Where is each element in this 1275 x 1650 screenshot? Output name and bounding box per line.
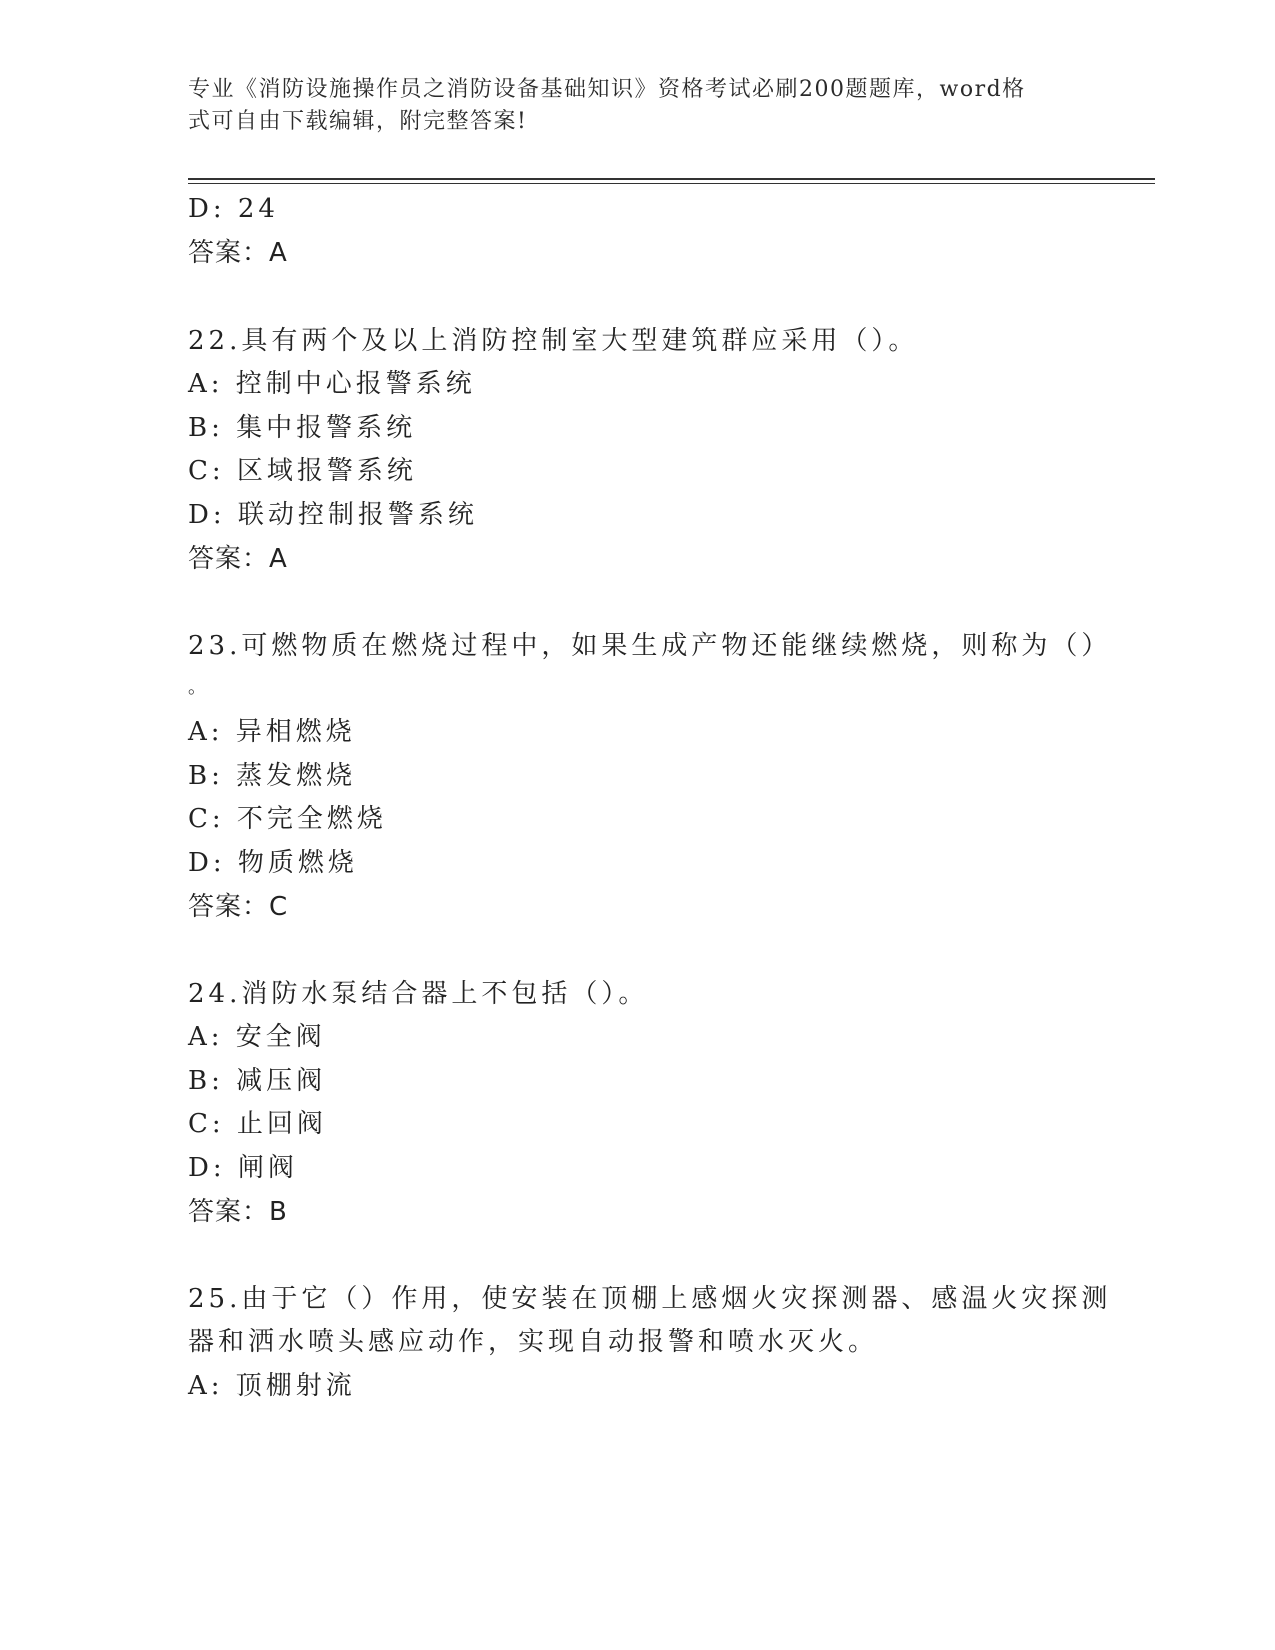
q24-answer: 答案：B: [188, 1197, 288, 1227]
q24-option-a: A: 安全阀: [188, 1022, 326, 1052]
q24-option-d: D: 闸阀: [188, 1153, 298, 1183]
q21-answer: 答案：A: [188, 238, 288, 268]
q25-option-a: A: 顶棚射流: [188, 1371, 356, 1401]
q23-option-a: A: 异相燃烧: [188, 717, 356, 747]
header-divider-thin: [188, 183, 1155, 184]
q23-stem-line-2: 。: [188, 677, 210, 698]
q22-answer: 答案：A: [188, 544, 288, 574]
page-header: [188, 74, 1068, 138]
q25-stem-line-1: 25.由于它（）作用，使安装在顶棚上感烟火灾探测器、感温火灾探测: [188, 1284, 1112, 1314]
q21-option-d: D: 24: [188, 194, 279, 224]
q22-option-b: B: 集中报警系统: [188, 413, 417, 443]
header-line-1: 专业《消防设施操作员之消防设备基础知识》资格考试必刷200题题库，word格: [188, 77, 1026, 102]
q23-option-d: D: 物质燃烧: [188, 848, 358, 878]
q22-option-d: D: 联动控制报警系统: [188, 500, 478, 530]
q25-stem-line-2: 器和洒水喷头感应动作，实现自动报警和喷水灭火。: [188, 1327, 879, 1357]
header-divider-thick: [188, 178, 1155, 180]
header-line-2: 式可自由下载编辑，附完整答案!: [188, 109, 528, 134]
q23-option-c: C: 不完全燃烧: [188, 804, 387, 834]
q23-option-b: B: 蒸发燃烧: [188, 761, 357, 791]
q22-stem: 22.具有两个及以上消防控制室大型建筑群应采用（）。: [188, 326, 919, 356]
q22-option-a: A: 控制中心报警系统: [188, 369, 476, 399]
q24-stem: 24.消防水泵结合器上不包括（）。: [188, 979, 649, 1009]
q24-option-b: B: 减压阀: [188, 1066, 327, 1096]
q24-option-c: C: 止回阀: [188, 1109, 327, 1139]
q22-option-c: C: 区域报警系统: [188, 456, 417, 486]
q23-answer: 答案：C: [188, 892, 289, 922]
q23-stem-line-1: 23.可燃物质在燃烧过程中，如果生成产物还能继续燃烧，则称为（）: [188, 631, 1112, 661]
